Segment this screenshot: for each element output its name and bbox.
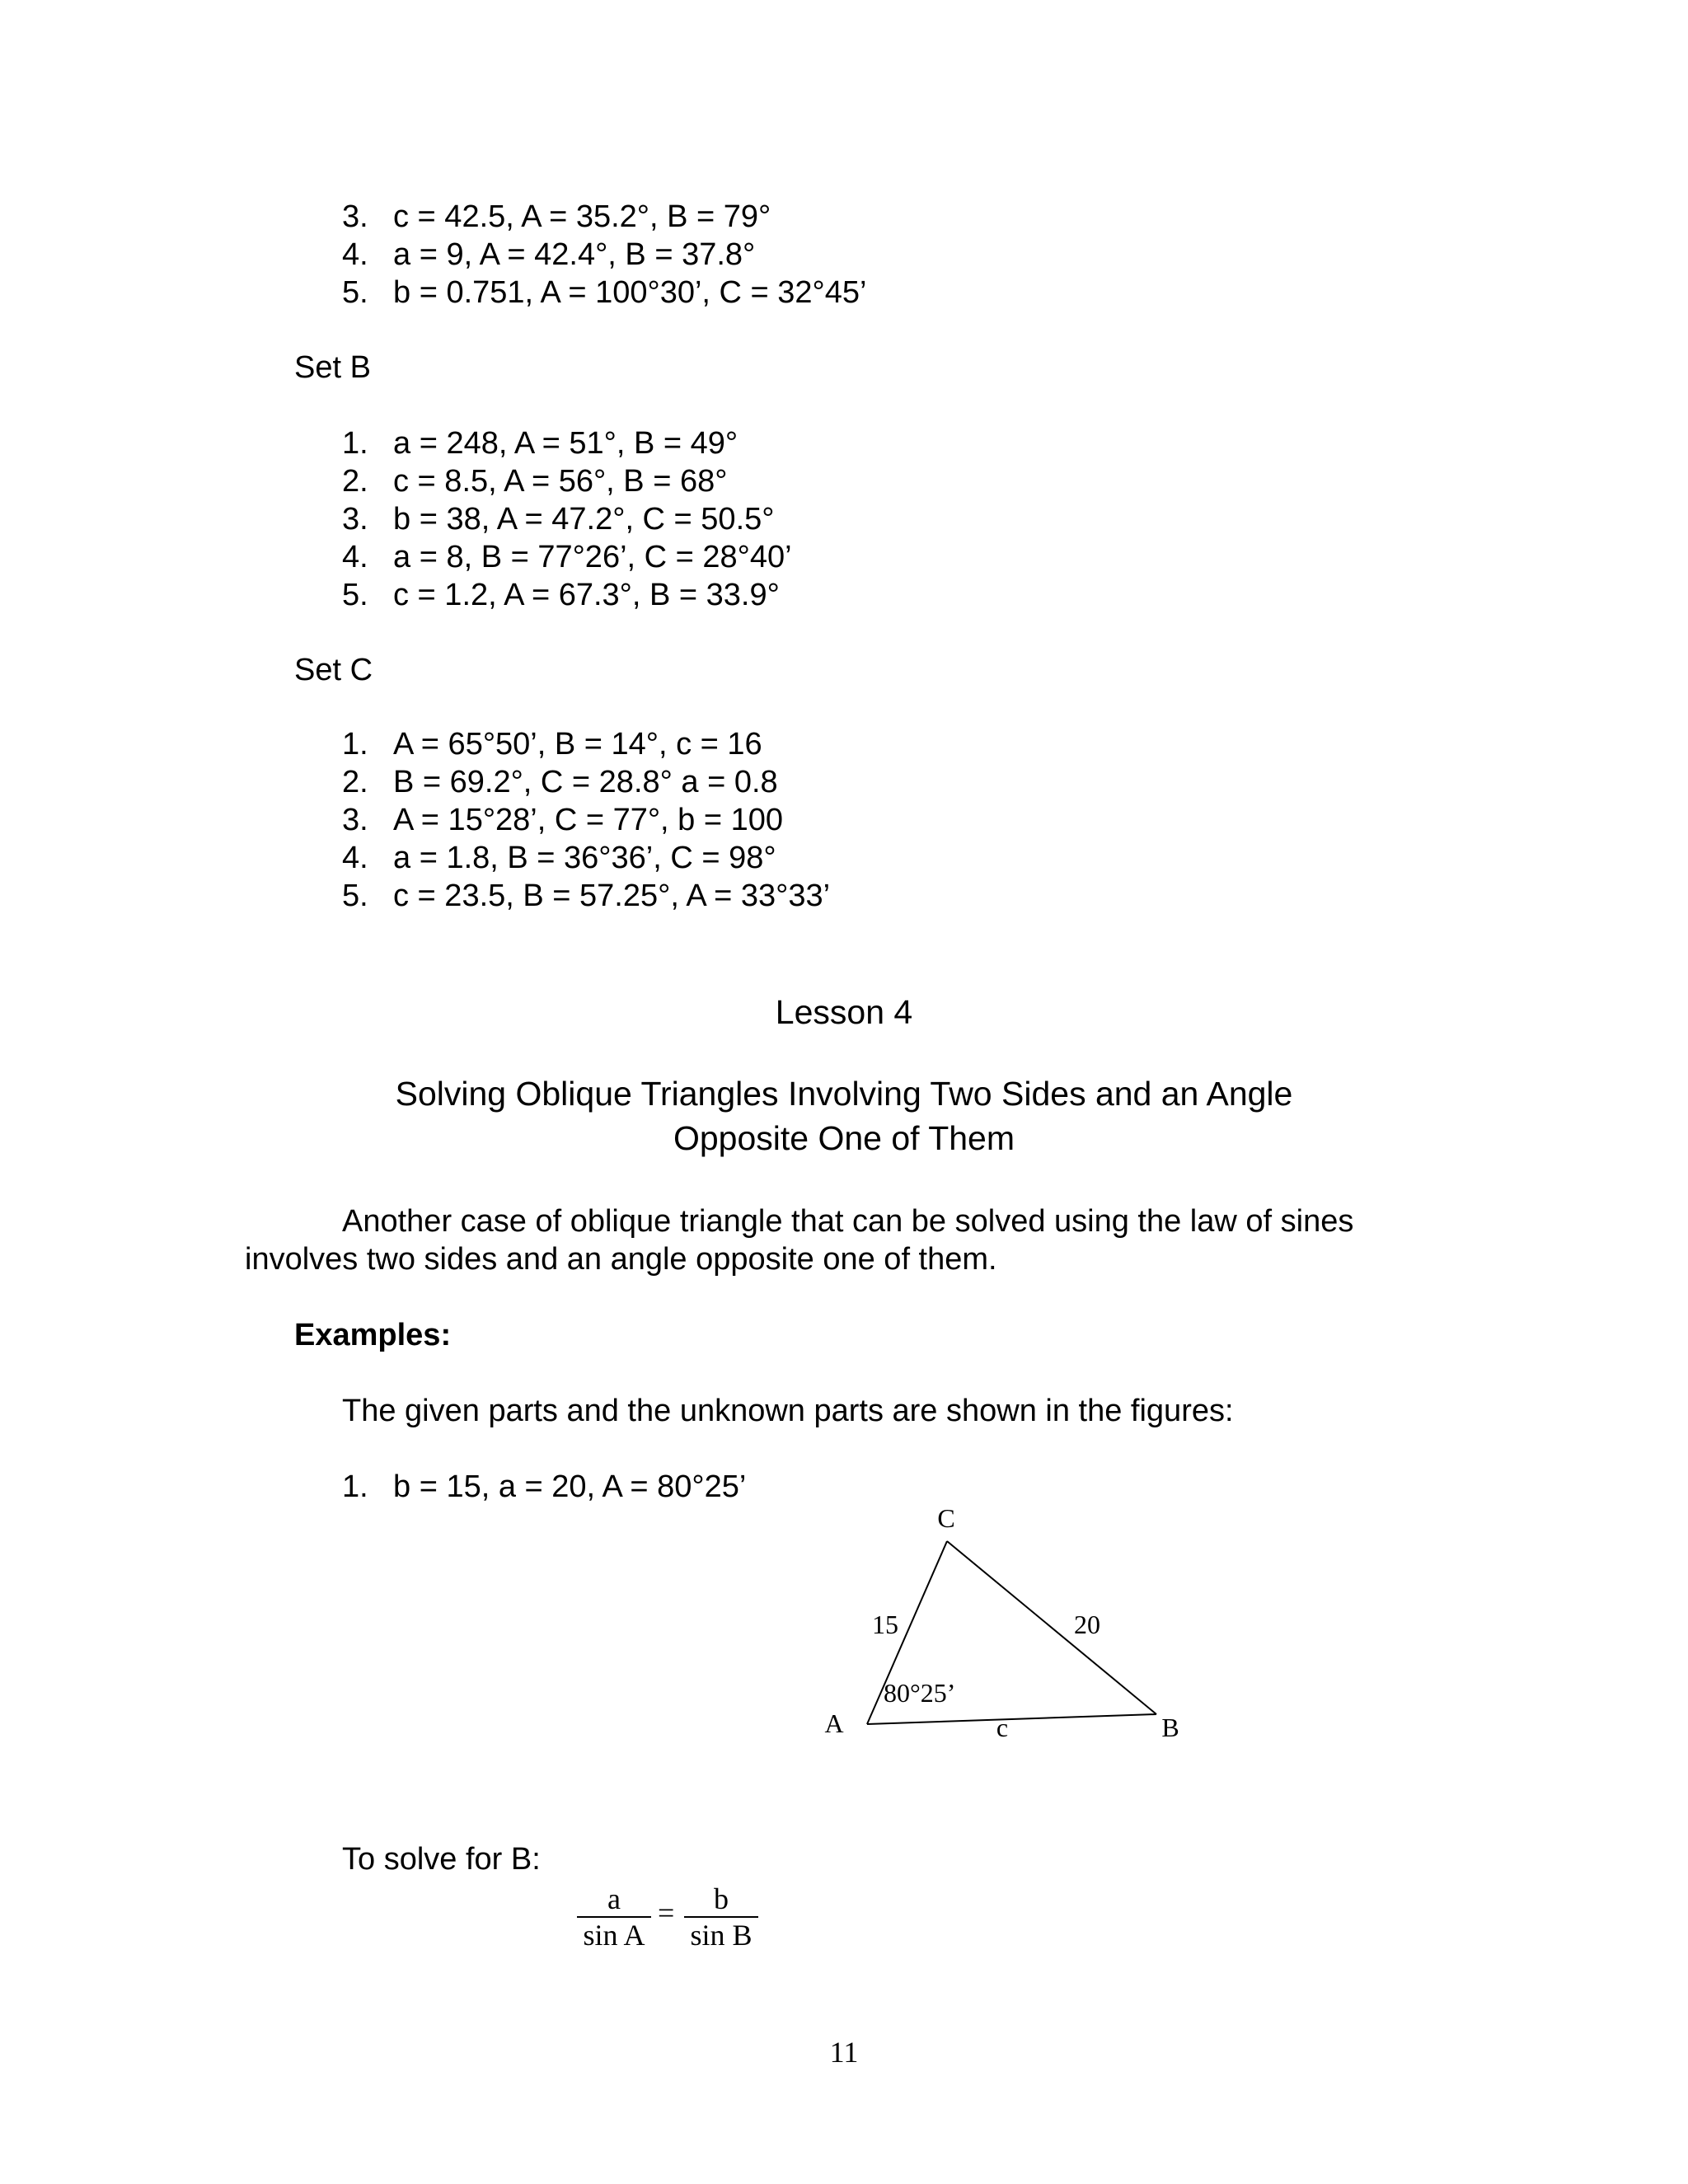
side-bc-line [947,1541,1156,1714]
list-item: 4. a = 9, A = 42.4°, B = 37.8° [342,237,756,272]
list-item: 4. a = 1.8, B = 36°36’, C = 98° [342,841,776,875]
list-item: 1. A = 65°50’, B = 14°, c = 16 [342,727,762,762]
vertex-a-label: A [824,1708,844,1738]
lesson-title: Lesson 4 [775,993,913,1031]
example-1-number: 1. [342,1469,368,1504]
fraction-left [577,1882,651,1952]
fraction-left-numerator: a [607,1882,621,1915]
list-item: 3. b = 38, A = 47.2°, C = 50.5° [342,502,775,537]
examples-description: The given parts and the unknown parts are shown in the figures: [342,1394,1234,1428]
vertex-b-label: B [1161,1713,1179,1742]
list-item: 5. b = 0.751, A = 100°30’, C = 32°45’ [342,275,867,310]
list-item: 2. c = 8.5, A = 56°, B = 68° [342,464,728,499]
list-item: 1. a = 248, A = 51°, B = 49° [342,426,738,461]
side-ab-line [867,1714,1156,1724]
fraction-right [684,1882,758,1952]
equals-sign: = [658,1896,675,1929]
list-item: 3. A = 15°28’, C = 77°, b = 100 [342,803,784,837]
fraction-right-numerator: b [714,1882,729,1915]
list-item: 5. c = 1.2, A = 67.3°, B = 33.9° [342,578,780,612]
solve-label: To solve for B: [342,1842,541,1877]
intro-line2: involves two sides and an angle opposite one of them. [245,1242,997,1277]
side-ac-label: 15 [872,1610,898,1639]
page-number: 11 [829,2036,859,2069]
examples-heading: Examples: [294,1318,452,1352]
set-b-label: Set B [294,350,371,385]
vertex-c-label: C [937,1503,955,1533]
list-item: 2. B = 69.2°, C = 28.8° a = 0.8 [342,765,778,799]
side-ab-label: c [996,1713,1009,1742]
side-bc-label: 20 [1074,1610,1100,1639]
lesson-subtitle-line1: Solving Oblique Triangles Involving Two Sides and an Angle [395,1075,1293,1113]
list-item: 3. c = 42.5, A = 35.2°, B = 79° [342,199,771,234]
list-item: 4. a = 8, B = 77°26’, C = 28°40’ [342,540,792,574]
example-1-text: b = 15, a = 20, A = 80°25’ [393,1469,747,1504]
fraction-left-denominator: sin A [583,1919,645,1952]
fraction-right-denominator: sin B [690,1919,753,1952]
list-item: 5. c = 23.5, B = 57.25°, A = 33°33’ [342,879,831,913]
set-c-label: Set C [294,653,373,687]
lesson-subtitle-line2: Opposite One of Them [673,1119,1015,1157]
angle-a-label: 80°25’ [884,1678,956,1708]
intro-line1: Another case of oblique triangle that can be solved using the law of sines [342,1204,1354,1239]
